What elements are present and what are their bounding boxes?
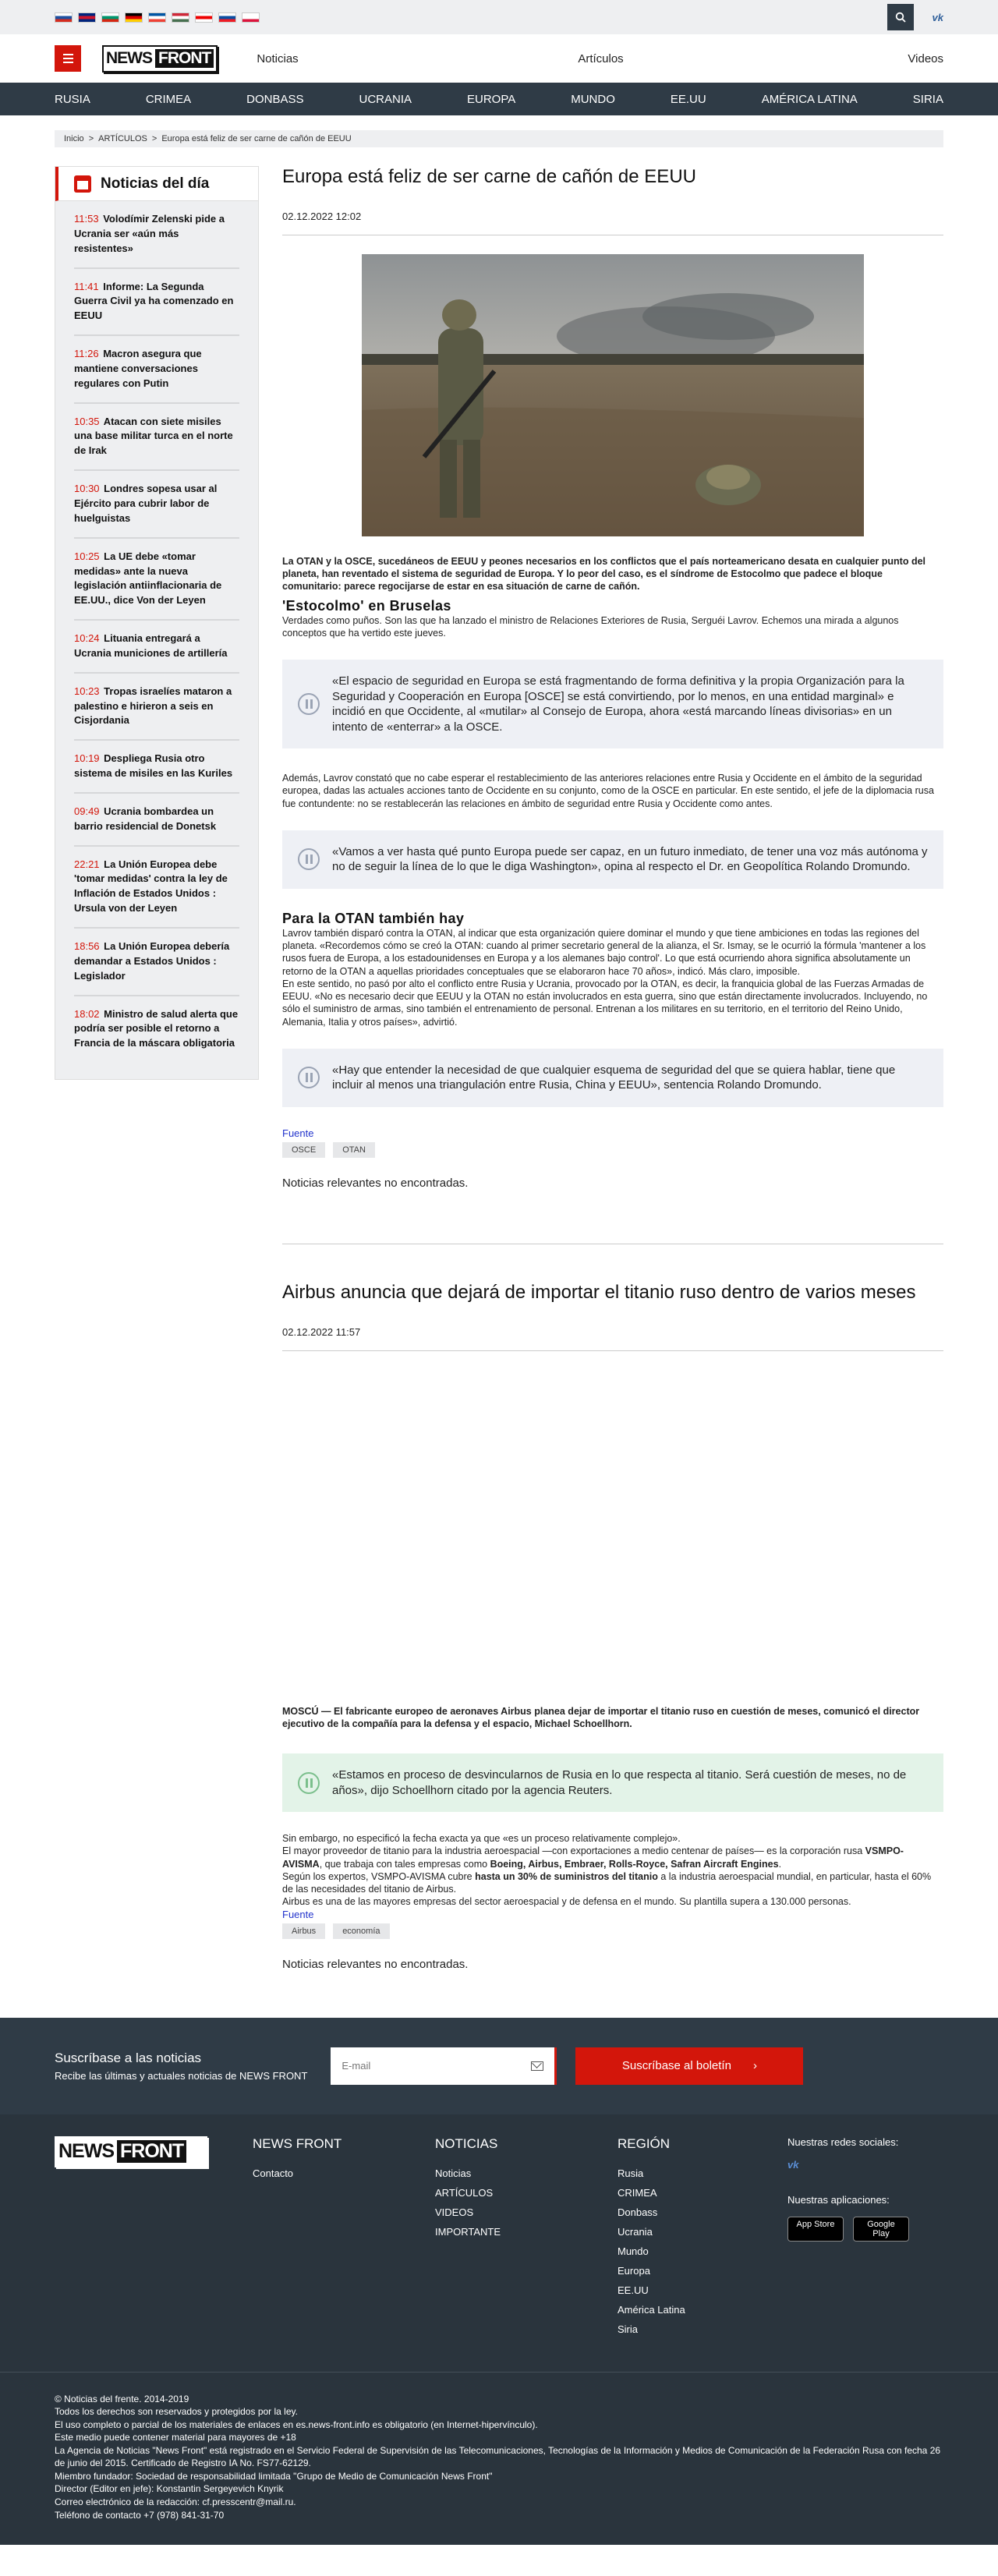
footer-col-newsfront — [253, 2136, 435, 2343]
legal-line: El uso completo o parcial de los materiales de enlaces en es.news-front.info es obligatorio (en Internet-hipervínculo). — [55, 2419, 538, 2430]
newsletter-title: Suscríbase a las noticias — [55, 2050, 202, 2065]
sidebar-title: Noticias del día — [101, 175, 210, 192]
logo-front: FRONT — [155, 49, 214, 68]
news-title: Tropas israelíes mataron a palestino e hirieron a seis en Cisjordania — [74, 685, 232, 727]
google-play-badge[interactable]: Google Play — [853, 2217, 909, 2242]
news-title: La UE debe «tomar medidas» ante la nueva legislación antiinflacionaria de EE.UU., dice Von der Leyen — [74, 550, 222, 607]
article-europa — [282, 166, 943, 1190]
news-title: La Unión Europea debe 'tomar medidas' contra la ley de Inflación de Estados Unidos : Ursula von der Leyen — [74, 858, 228, 915]
news-title: Macron asegura que mantiene conversaciones regulares con Putin — [74, 348, 202, 389]
breadcrumb — [55, 130, 943, 147]
news-time: 11:53 — [74, 213, 99, 225]
footer-legal — [0, 2372, 998, 2545]
sidebar-news-item[interactable] — [74, 674, 239, 741]
article-paragraph: Además, Lavrov constató que no cabe esperar el restablecimiento de las anteriores relaciones entre Rusia y Occidente en el ámbito de la seguridad europea, dadas las actuales acciones tanto de Occidente en su conjunto, como de la OSCE en particular. En este sentido, el jefe de la diplomacia rusa fue contundente: no se restablecerán las relaciones en ámbito de seguridad entre Rusia y Occidente como antes. — [282, 773, 934, 809]
flag-icon[interactable] — [195, 12, 213, 23]
quote-text: «Hay que entender la necesidad de que cualquier esquema de seguridad del que se quiera hablar, tiene que incluir al menos una triangulación entre Rusia, China y EEUU», sentencia Rolando Dromundo. — [332, 1063, 896, 1092]
news-time: 10:23 — [74, 685, 100, 697]
quote-icon — [298, 1067, 320, 1088]
news-title: Londres sopesa usar al Ejército para cubrir labor de huelguistas — [74, 483, 218, 524]
footer-col-title: REGIÓN — [618, 2135, 671, 2151]
footer-logo-wrap — [55, 2136, 253, 2343]
sidebar-news-list — [74, 201, 239, 1062]
sidebar-news-item[interactable] — [74, 929, 239, 996]
article-tags — [282, 1923, 943, 1939]
sidebar-news-item[interactable] — [74, 847, 239, 929]
envelope-icon — [531, 2061, 543, 2071]
logo-news: NEWS — [106, 49, 152, 67]
article-paragraph: En este sentido, no pasó por alto el conflicto entre Rusia y Ucrania, provocado por la OTAN, es decir, la franquicia global de las Fuerzas Armadas de EEUU. «No es necesario decir que EEUU y la OTAN no están involucrados en esta guerra, sino que están directamente involucrados. Incluyendo, no sólo el suministro de armas, sino también el entrenamiento de personal. Entrenan a los militares en su territorio, en el territorio del Reino Unido, Alemania, Italia y otros países», advirtió. — [282, 978, 928, 1028]
footer-link[interactable]: Rusia — [618, 2167, 644, 2179]
footer-link[interactable]: VIDEOS — [435, 2206, 474, 2218]
sidebar-news-item[interactable] — [74, 996, 239, 1063]
hamburger-icon — [63, 62, 73, 63]
sidebar-news-item[interactable] — [74, 269, 239, 337]
hamburger-icon — [63, 54, 73, 55]
newsletter-section — [0, 2018, 998, 2114]
legal-line: Director (Editor en jefe): Konstantin Sergeyevich Knyrik — [55, 2483, 284, 2495]
sidebar-news-item[interactable] — [74, 336, 239, 404]
flag-icon[interactable] — [172, 12, 189, 23]
news-time: 22:21 — [74, 858, 100, 870]
sidebar-news-item[interactable] — [74, 794, 239, 847]
news-time: 10:30 — [74, 483, 100, 495]
header-nav-noticias[interactable]: Noticias — [257, 51, 299, 65]
sidebar-news-item[interactable] — [74, 471, 239, 539]
chevron-right-icon: › — [752, 2059, 757, 2073]
news-title: Informe: La Segunda Guerra Civil ya ha comenzado en EEUU — [74, 280, 234, 322]
news-time: 09:49 — [74, 805, 100, 817]
site-logo[interactable] — [102, 45, 218, 73]
footer-link[interactable]: ARTÍCULOS — [435, 2186, 494, 2199]
quote-icon — [298, 693, 320, 715]
apps-title: Nuestras aplicaciones: — [787, 2193, 890, 2206]
quote-text: «Estamos en proceso de desvincularnos de Rusia en lo que respecta al titanio. Será cuestión de meses, no de años», dijo Schoellhorn citado por la agencia Reuters. — [332, 1768, 907, 1797]
article-paragraph: Sin embargo, no especificó la fecha exacta ya que «es un proceso relativamente complejo». — [282, 1833, 681, 1845]
footer-link-contacto[interactable]: Contacto — [253, 2167, 294, 2179]
article-paragraph: Verdades como puños. Son las que ha lanzado el ministro de Relaciones Exteriores de Rusia, Serguéi Lavrov. Echemos una mirada a algunos conceptos que ha vertido este jueves. — [282, 614, 899, 639]
nav-donbass[interactable]: DONBASS — [246, 92, 304, 106]
news-time: 10:19 — [74, 752, 100, 765]
footer-col-noticias — [435, 2136, 618, 2343]
nav-crimea[interactable]: CRIMEA — [145, 92, 192, 106]
article-title[interactable]: Europa está feliz de ser carne de cañón de EEUU — [282, 166, 696, 187]
article-date: 02.12.2022 11:57 — [282, 1326, 943, 1351]
footer-link[interactable]: Noticias — [435, 2167, 472, 2179]
news-time: 18:56 — [74, 940, 100, 952]
hamburger-icon — [63, 58, 73, 59]
footer-link[interactable]: Europa — [618, 2264, 650, 2277]
app-store-badge[interactable]: App Store — [787, 2217, 844, 2242]
article-tags — [282, 1142, 943, 1158]
news-title: La Unión Europea debería demandar a Estados Unidos : Legislador — [74, 940, 230, 982]
sidebar-news-item[interactable] — [74, 539, 239, 621]
legal-line: Todos los derechos son reservados y protegidos por la ley. — [55, 2406, 298, 2418]
footer-col-title: NOTICIAS — [435, 2135, 498, 2151]
article-lead: La OTAN y la OSCE, sucedáneos de EEUU y peones necesarios en los conflictos que el país norteamericano desata en cualquier punto del planeta, han reventado el sistema de seguridad de Europa. Y lo peor del caso, es el síndrome de Estocolmo que padece el bloque comunitario: parece regocijarse de estar en esa situación de carne de cañón. — [282, 555, 926, 593]
calendar-icon — [74, 175, 91, 193]
nav-eeuu[interactable]: EE.UU — [670, 92, 706, 106]
flag-icon[interactable] — [78, 12, 96, 23]
news-title: Atacan con siete misiles una base militar turca en el norte de Irak — [74, 415, 233, 457]
article-paragraph: Lavrov también disparó contra la OTAN, al indicar que esta organización quiere dominar el mundo y que tiene ambiciones en todas las regiones del planeta. «Recordemos cómo se creó la OTAN: cuando al primer secretario general de la alianza, el Sr. Ismay, se le ocurrió la fórmula 'mantener a los rusos fuera de Europa, a los estadounidenses en Europa y a los alemanes bajo control'. Lo que está ocurriendo ahora significa absolutamente un retorno de la OTAN a aquellas prioridades conceptuales que se elaboraron hace 70 años», indicó. Más claro, imposible. — [282, 927, 926, 977]
nav-america-latina[interactable]: AMÉRICA LATINA — [761, 92, 858, 106]
article-quote — [282, 830, 943, 889]
footer-link[interactable]: América Latina — [618, 2303, 685, 2316]
main-content — [282, 166, 943, 1971]
source-link[interactable]: Fuente — [282, 1908, 314, 1920]
header-nav-videos[interactable]: Videos — [908, 51, 943, 65]
language-flags — [55, 12, 260, 23]
footer-link[interactable]: Ucrania — [618, 2225, 653, 2238]
article-paragraph: El mayor proveedor de titanio para la industria aeroespacial —con exportaciones a medio centenar de países— es la corporación rusa VSMPO-AVISMA, que trabaja con tales empresas como Boeing, Airbus, Embraer, Rolls-Royce, Safran Aircraft Engines. — [282, 1845, 904, 1870]
logo-front: FRONT — [117, 2140, 186, 2163]
sidebar-news-item[interactable] — [74, 621, 239, 674]
article-title[interactable]: Airbus anuncia que dejará de importar el titanio ruso dentro de varios meses — [282, 1281, 916, 1303]
header-nav-articulos[interactable]: Artículos — [578, 51, 624, 65]
legal-line: Teléfono de contacto +7 (978) 841-31-70 — [55, 2509, 225, 2521]
logo-news: NEWS — [58, 2140, 114, 2163]
article-quote — [282, 1049, 943, 1107]
news-title: Lituania entregará a Ucrania municiones de artillería — [74, 632, 228, 659]
news-time: 10:35 — [74, 415, 100, 427]
vk-icon[interactable]: vk — [787, 2158, 799, 2171]
breadcrumb-articulos[interactable]: ARTÍCULOS — [98, 134, 147, 143]
nav-rusia[interactable]: RUSIA — [55, 92, 90, 106]
flag-icon[interactable] — [242, 12, 260, 23]
flag-icon[interactable] — [101, 12, 119, 23]
tag-otan[interactable]: OTAN — [333, 1142, 375, 1158]
breadcrumb-home[interactable]: Inicio — [64, 134, 84, 143]
article-quote — [282, 660, 943, 748]
nav-ucrania[interactable]: UCRANIA — [359, 92, 412, 106]
footer-link[interactable]: EE.UU — [618, 2284, 649, 2296]
flag-icon[interactable] — [55, 12, 73, 23]
no-related-news: Noticias relevantes no encontradas. — [282, 1176, 469, 1190]
footer-logo[interactable] — [55, 2136, 207, 2167]
menu-button[interactable] — [55, 45, 81, 72]
nav-mundo[interactable]: MUNDO — [571, 92, 615, 106]
article-date: 02.12.2022 12:02 — [282, 211, 943, 235]
legal-line: Correo electrónico de la redacción: cf.presscentr@mail.ru. — [55, 2496, 296, 2507]
news-time: 10:25 — [74, 550, 100, 562]
news-title: Ucrania bombardea un barrio residencial de Donetsk — [74, 805, 217, 832]
article-subheading: 'Estocolmo' en Bruselas — [282, 597, 451, 614]
subscribe-button[interactable] — [575, 2047, 803, 2085]
flag-icon[interactable] — [125, 12, 143, 23]
article-image-placeholder — [282, 1351, 943, 1686]
newsletter-subtitle: Recibe las últimas y actuales noticias de NEWS FRONT — [55, 2069, 308, 2082]
subscribe-label: Suscríbase al boletín — [621, 2059, 731, 2073]
article-paragraph: Según los expertos, VSMPO-AVISMA cubre hasta un 30% de suministros del titanio a la industria aeroespacial mundial, en particular, hasta el 60% de las necesidades del titanio de Airbus. — [282, 1870, 932, 1895]
tag-osce[interactable]: OSCE — [282, 1142, 325, 1158]
breadcrumb-separator: > — [151, 134, 157, 143]
news-time: 11:26 — [74, 348, 99, 360]
site-footer — [0, 2114, 998, 2545]
quote-text: «El espacio de seguridad en Europa se está fragmentando de forma definitiva y la propia Organización para la Seguridad y Cooperación en Europa [OSCE] se está convirtiendo, por lo menos, en una entidad marginal» e incidió en que Occidente, al «mutilar» al Consejo de Europa, ahora «está marcando líneas divisorias» en un intento de «enterrar» a la OSCE. — [332, 674, 904, 734]
article-image-soldier — [362, 254, 864, 536]
tag-airbus[interactable]: Airbus — [282, 1923, 325, 1939]
search-button[interactable] — [887, 4, 914, 30]
footer-link[interactable]: IMPORTANTE — [435, 2225, 501, 2238]
article-airbus — [282, 1282, 943, 1971]
sidebar-news-item[interactable] — [74, 741, 239, 794]
article-divider — [282, 1190, 943, 1244]
footer-link[interactable]: CRIMEA — [618, 2186, 657, 2199]
news-of-day-sidebar — [55, 166, 259, 1080]
nav-siria[interactable]: SIRIA — [912, 92, 943, 106]
legal-line: © Noticias del frente. 2014-2019 — [55, 2393, 189, 2404]
legal-line: Este medio puede contener material para mayores de +18 — [55, 2432, 296, 2443]
quote-icon — [298, 848, 320, 870]
article-lead: MOSCÚ — El fabricante europeo de aeronaves Airbus planea dejar de importar el titanio ruso en cuestión de meses, comunicó el director ejecutivo de la compañía para la defensa y el espacio, Michael Schoellhorn. — [282, 1705, 920, 1729]
search-icon — [895, 12, 906, 23]
newsletter-email-input[interactable] — [342, 2060, 531, 2072]
news-title: Despliega Rusia otro sistema de misiles en las Kuriles — [74, 752, 233, 780]
footer-col-region — [618, 2136, 787, 2343]
site-header — [0, 34, 998, 83]
source-link[interactable]: Fuente — [282, 1127, 314, 1139]
legal-line: La Agencia de Noticias "News Front" está registrado en el Servicio Federal de Supervisión de las Telecomunicaciones, Tecnologías de la Información y Medios de Comunicación de la Federación Rusa con fecha 26 de junio del 2015. Certificado de Registro IA No. FS77-62129. — [55, 2444, 941, 2469]
header-nav — [257, 52, 943, 65]
footer-col-title: NEWS FRONT — [253, 2135, 342, 2151]
article-subheading: Para la OTAN también hay — [282, 910, 465, 926]
sidebar-header — [55, 167, 258, 201]
footer-link[interactable]: Mundo — [618, 2245, 649, 2257]
sidebar-news-item[interactable] — [74, 201, 239, 269]
legal-line: Miembro fundador: Sociedad de responsabilidad limitada "Grupo de Medio de Comunicación News Front" — [55, 2470, 493, 2482]
footer-social — [787, 2136, 909, 2343]
flag-icon[interactable] — [148, 12, 166, 23]
news-time: 10:24 — [74, 632, 100, 645]
top-bar — [0, 0, 998, 34]
sidebar-news-item[interactable] — [74, 404, 239, 472]
tag-economia[interactable]: economía — [333, 1923, 389, 1939]
news-time: 18:02 — [74, 1007, 100, 1020]
no-related-news: Noticias relevantes no encontradas. — [282, 1957, 469, 1971]
newsletter-email-box — [331, 2047, 557, 2085]
footer-link[interactable]: Siria — [618, 2323, 639, 2335]
breadcrumb-current: Europa está feliz de ser carne de cañón de EEUU — [161, 134, 352, 143]
main-nav — [0, 83, 998, 115]
quote-icon — [298, 1772, 320, 1794]
social-title: Nuestras redes sociales: — [787, 2135, 899, 2148]
quote-text: «Vamos a ver hasta qué punto Europa puede ser capaz, en un futuro inmediato, de tener una voz más autónoma y no de seguir la línea de lo que le diga Washington», opina al respecto el Dr. en Geopolítica Rolando Dromundo. — [332, 844, 928, 874]
article-paragraph: Airbus es una de las mayores empresas del sector aeroespacial y de defensa en el mundo. Su plantilla supera a 130.000 personas. — [282, 1896, 851, 1908]
news-title: Volodímir Zelenski pide a Ucrania ser «aún más resistentes» — [74, 213, 225, 254]
news-time: 11:41 — [74, 280, 99, 292]
flag-icon[interactable] — [218, 12, 236, 23]
news-title: Ministro de salud alerta que podría ser posible el retorno a Francia de la máscara obligatoria — [74, 1007, 239, 1049]
breadcrumb-separator: > — [88, 134, 94, 143]
app-stores — [787, 2217, 909, 2242]
footer-link[interactable]: Donbass — [618, 2206, 658, 2218]
newsletter-text — [55, 2051, 307, 2082]
article-body — [282, 1832, 943, 1909]
nav-europa[interactable]: EUROPA — [467, 92, 516, 106]
vk-icon[interactable]: vk — [932, 11, 943, 23]
article-quote — [282, 1753, 943, 1812]
